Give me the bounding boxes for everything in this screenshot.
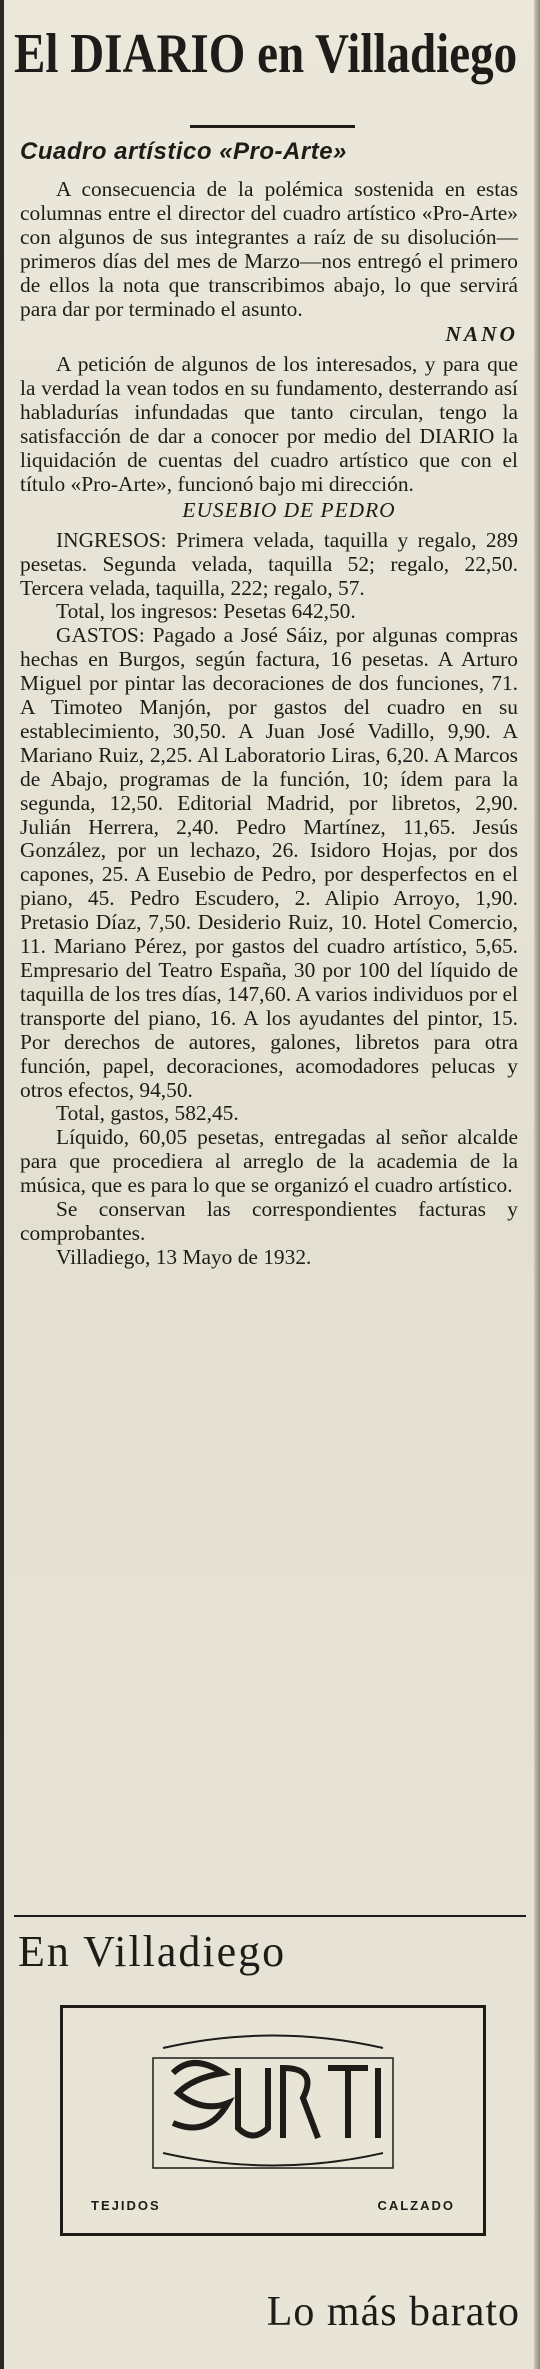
note-paragraph: A petición de algunos de los interesados, y para que la verdad la vean todos en su fundamento, desterrando así habladurías infundadas que tanto circulan, tengo la satisfacción de dar a conocer por medio del DIARIO la liquidación de cuentas del cuadro artístico que con el título «Pro-Arte», funcionó bajo mi dirección. <box>20 352 518 496</box>
ingresos-paragraph: INGRESOS: Primera velada, taquilla y regalo, 289 pesetas. Segunda velada, taquilla 52; regalo, 22,50. Tercera velada, taquilla, 222; regalo, 57. <box>20 527 518 600</box>
liquido-paragraph: Líquido, 60,05 pesetas, entregadas al señor alcalde para que procediera al arreglo de la academia de la música, que es para lo que se organizó el cuadro artístico. <box>20 1125 518 1198</box>
ad-slogan: Lo más barato <box>266 2289 520 2335</box>
section-title: Cuadro artístico «Pro-Arte» <box>20 138 347 165</box>
ad-title: En Villadiego <box>18 1927 287 1976</box>
author-signature: EUSEBIO DE PEDRO <box>182 497 396 522</box>
total-ingresos: Total, los ingresos: Pesetas 642,50. <box>56 599 356 624</box>
page-right-edge <box>534 0 540 2369</box>
article-body <box>20 178 518 1270</box>
total-gastos: Total, gastos, 582,45. <box>56 1101 239 1126</box>
intro-paragraph: A consecuencia de la polémica sostenida en estas columnas entre el director del cuadro artístico «Pro-Arte» con algunos de sus integrantes a raíz de su disolución—primeros días del mes de Marzo—nos entregó el primero de ellos la nota que transcribimos abajo, lo que servirá para dar por terminado el asunto. <box>20 177 518 321</box>
editor-signature: NANO <box>445 322 518 347</box>
conservan-paragraph: Se conservan las correspondientes facturas y comprobantes. <box>20 1197 518 1245</box>
ad-right-label: CALZADO <box>377 2198 455 2213</box>
surtidos-logo <box>133 2018 413 2188</box>
page-left-edge <box>0 0 4 2369</box>
advertisement-box <box>60 2005 486 2236</box>
dateline: Villadiego, 13 Mayo de 1932. <box>56 1244 312 1269</box>
masthead-title: El DIARIO en Villadiego <box>14 23 518 85</box>
gastos-paragraph: GASTOS: Pagado a José Sáiz, por algunas compras hechas en Burgos, según factura, 16 pesetas. A Arturo Miguel por pintar las decoraciones de dos funciones, 71. A Timoteo Manjón, por gastos del cuadro en su establecimiento, 30,50. A Juan José Vadillo, 9,90. A Mariano Ruiz, 2,25. Al Laboratorio Liras, 6,20. A Marcos de Abajo, programas de la función, 10; ídem para la segunda, 12,50. Editorial Madrid, por libretos, 2,90. Julián Herrera, 2,40. Pedro Martínez, 11,65. Jesús González, por un lechazo, 26. Isidoro Hojas, por dos capones, 25. A Eusebio de Pedro, por desperfectos en el piano, 45. Pedro Escudero, 2. Alipio Arroyo, 1,90. Pretasio Díaz, 7,50. Desiderio Ruiz, 10. Hotel Comercio, 11. Mariano Pérez, por gastos del cuadro artístico, 5,65. Empresario del Teatro España, 30 por 100 del líquido de taquilla de los tres días, 147,60. A varios individuos por el transporte del piano, 16. A los ayudantes del pintor, 15. Por derechos de autores, galones, libretos para otra función, papel, decoraciones, acomodadores pelucas y otros efectos, 94,50. <box>20 623 518 1102</box>
section-divider <box>14 1915 526 1917</box>
title-rule <box>190 125 355 128</box>
ad-left-label: TEJIDOS <box>91 2198 161 2213</box>
